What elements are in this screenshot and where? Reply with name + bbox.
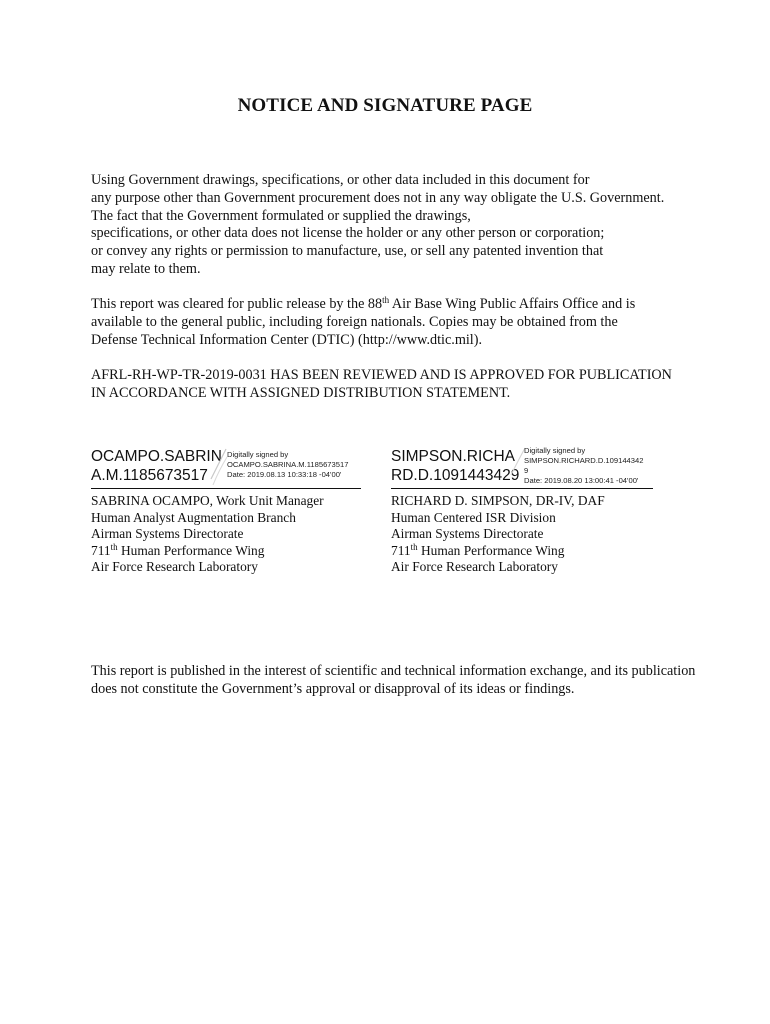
- signer-name-title: RICHARD D. SIMPSON, DR-IV, DAF: [391, 493, 605, 508]
- notice-paragraph: [91, 172, 664, 279]
- notice-line: or convey any rights or permission to manufacture, use, or sell any patented invention that: [91, 243, 604, 260]
- digital-signature-details: Digitally signed by SIMPSON.RICHARD.D.109144342 9 Date: 2019.08.20 13:00:41 -04'00': [524, 446, 644, 485]
- notice-line: Using Government drawings, specifications, or other data included in this document for: [91, 172, 590, 188]
- notice-line: specifications, or other data does not license the holder or any other person or corporation;: [91, 225, 605, 242]
- page-title: NOTICE AND SIGNATURE PAGE: [237, 95, 533, 116]
- release-paragraph: [91, 296, 635, 349]
- signer-directorate: Airman Systems Directorate: [91, 526, 244, 542]
- release-line: available to the general public, including foreign nationals. Copies may be obtained from the: [91, 313, 618, 330]
- superscript: th: [382, 295, 390, 305]
- notice-line: any purpose other than Government procurement does not in any way obligate the U.S. Government.: [91, 189, 665, 206]
- approval-line: IN ACCORDANCE WITH ASSIGNED DISTRIBUTION STATEMENT.: [91, 384, 511, 401]
- publication-line: This report is published in the interest of scientific and technical information exchange, and its publication: [91, 663, 696, 679]
- signer-info: [391, 493, 653, 576]
- digital-signature-left[interactable]: [91, 445, 361, 489]
- signer-info: [91, 493, 361, 576]
- signer-lab: Air Force Research Laboratory: [391, 559, 558, 575]
- digital-signature-details: Digitally signed by OCAMPO.SABRINA.M.1185673517 Date: 2019.08.13 10:33:18 -04'00': [227, 450, 349, 479]
- approval-line: AFRL-RH-WP-TR-2019-0031 HAS BEEN REVIEWED AND IS APPROVED FOR PUBLICATION: [91, 367, 672, 383]
- signature-block-left: [91, 445, 361, 576]
- signer-wing: 711th Human Performance Wing: [391, 541, 565, 558]
- signature-stroke-icon: [209, 445, 229, 487]
- signature-block-right: [391, 445, 653, 576]
- signer-wing: 711th Human Performance Wing: [91, 541, 265, 558]
- notice-line: The fact that the Government formulated or supplied the drawings,: [91, 207, 471, 224]
- signer-branch: Human Analyst Augmentation Branch: [91, 509, 296, 525]
- approval-statement: [91, 367, 672, 403]
- release-line: Defense Technical Information Center (DTIC) (http://www.dtic.mil).: [91, 331, 483, 348]
- publication-line: does not constitute the Government’s approval or disapproval of its ideas or findings.: [91, 680, 575, 697]
- signer-id: SIMPSON.RICHA RD.D.1091443429: [391, 448, 520, 484]
- notice-line: may relate to them.: [91, 260, 201, 277]
- release-line: This report was cleared for public release by the 88th Air Base Wing Public Affairs Office and is: [91, 295, 636, 312]
- signer-branch: Human Centered ISR Division: [391, 509, 556, 525]
- signer-name-title: SABRINA OCAMPO, Work Unit Manager: [91, 493, 324, 508]
- digital-signature-right[interactable]: [391, 445, 653, 489]
- signature-line: [91, 488, 361, 489]
- signature-line: [391, 488, 653, 489]
- signer-id: OCAMPO.SABRIN A.M.1185673517: [91, 448, 222, 484]
- signer-directorate: Airman Systems Directorate: [391, 526, 544, 542]
- publication-statement: [91, 663, 695, 699]
- signer-lab: Air Force Research Laboratory: [91, 559, 258, 575]
